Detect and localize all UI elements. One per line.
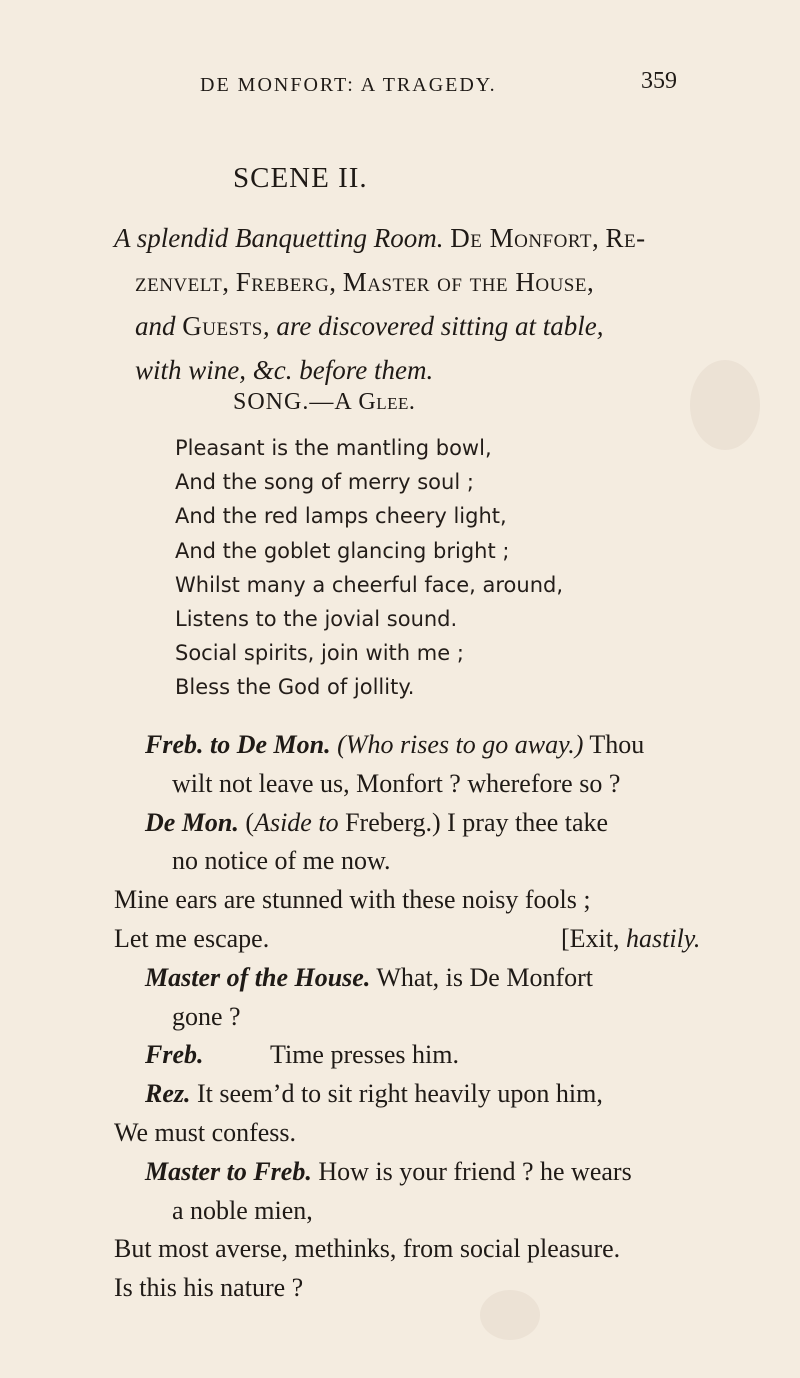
stage-direction-text: with wine, &c. before them. (135, 355, 434, 385)
verse-line: And the red lamps cheery light, (175, 504, 507, 529)
verse-line: Bless the God of jollity. (175, 675, 415, 700)
dialogue-line: a noble mien, (172, 1195, 313, 1225)
dialogue-line (114, 726, 704, 765)
speaker-name: Freb. (145, 1040, 204, 1070)
exit-label: [Exit, (561, 923, 620, 953)
speaker-name: Rez. (145, 1079, 191, 1109)
separator: , (591, 223, 599, 253)
stage-direction-setting: A splendid Banquetting Room. (114, 223, 444, 253)
paren: ( (245, 807, 255, 837)
exit-manner: hastily. (619, 923, 701, 953)
verse-line: And the goblet glancing bright ; (175, 538, 510, 563)
speech-text: What, is De Monfort (370, 962, 593, 992)
character-name: Freberg (235, 267, 330, 297)
dialogue (114, 726, 704, 1308)
page-number: 359 (641, 68, 677, 94)
exit-direction (561, 920, 700, 959)
dialogue-line: gone ? (172, 1001, 241, 1031)
dialogue-line (114, 1036, 704, 1075)
dialogue-line: no notice of me now. (172, 846, 391, 876)
song-label: SONG.—A (233, 389, 352, 415)
stage-direction-text: , are discovered sitting at table, (262, 311, 604, 341)
verse-line: Social spirits, join with me ; (175, 641, 464, 666)
speech-text: Time presses him. (270, 1040, 459, 1070)
speech-text: How is your friend ? he wears (311, 1156, 632, 1186)
dialogue-line: We must confess. (114, 1117, 297, 1147)
speech-text: Freberg.) I pray thee take (338, 807, 609, 837)
speech-text: Let me escape. (114, 923, 270, 953)
character-name: De Monfort (450, 223, 592, 253)
verse-line: Pleasant is the mantling bowl, (175, 436, 492, 460)
song-verse (175, 431, 563, 705)
speaker-name: De Mon. (145, 807, 239, 837)
verse-line: Whilst many a cheerful face, around, (175, 572, 564, 597)
dialogue-line (114, 1153, 704, 1192)
dialogue-line: wilt not leave us, Monfort ? wherefore so ? (172, 768, 621, 798)
dialogue-line (114, 1075, 704, 1114)
stage-direction-line (114, 348, 704, 392)
stage-direction-inline: Aside to (254, 807, 339, 837)
scene-title: SCENE II. (233, 162, 368, 194)
running-head: DE MONFORT: A TRAGEDY. (200, 74, 497, 96)
dialogue-line: Is this his nature ? (114, 1273, 304, 1303)
dialogue-line: Mine ears are stunned with these noisy fools ; (114, 885, 591, 915)
stage-direction-text: and (135, 311, 176, 341)
song-kind: Glee. (358, 389, 416, 415)
character-name: zenvelt (135, 267, 223, 297)
speaker-name: Freb. to De Mon. (145, 730, 331, 759)
stage-direction-line (114, 260, 704, 304)
character-name: Re- (605, 223, 646, 253)
verse-line: And the song of merry soul ; (175, 470, 474, 495)
song-heading (233, 389, 415, 416)
character-name: Guests (182, 311, 263, 341)
stage-direction-line (114, 216, 704, 260)
speaker-name: Master of the House. (145, 962, 371, 992)
separator: , (222, 267, 229, 297)
speech-text: It seem’d to sit right heavily upon him, (190, 1079, 603, 1109)
separator: , (329, 267, 336, 297)
stage-direction-line (114, 304, 704, 348)
dialogue-line (114, 804, 704, 843)
dialogue-line (114, 920, 704, 959)
character-name: Master of the House (342, 267, 587, 297)
speech-text: Thou (583, 730, 645, 759)
verse-line: Listens to the jovial sound. (175, 607, 458, 632)
stage-direction-inline: (Who rises to go away.) (337, 730, 584, 759)
separator: , (586, 267, 594, 297)
dialogue-line: But most averse, methinks, from social pleasure. (114, 1234, 621, 1264)
speaker-name: Master to Freb. (145, 1156, 312, 1186)
dialogue-line (114, 959, 704, 998)
stage-direction (114, 216, 704, 392)
